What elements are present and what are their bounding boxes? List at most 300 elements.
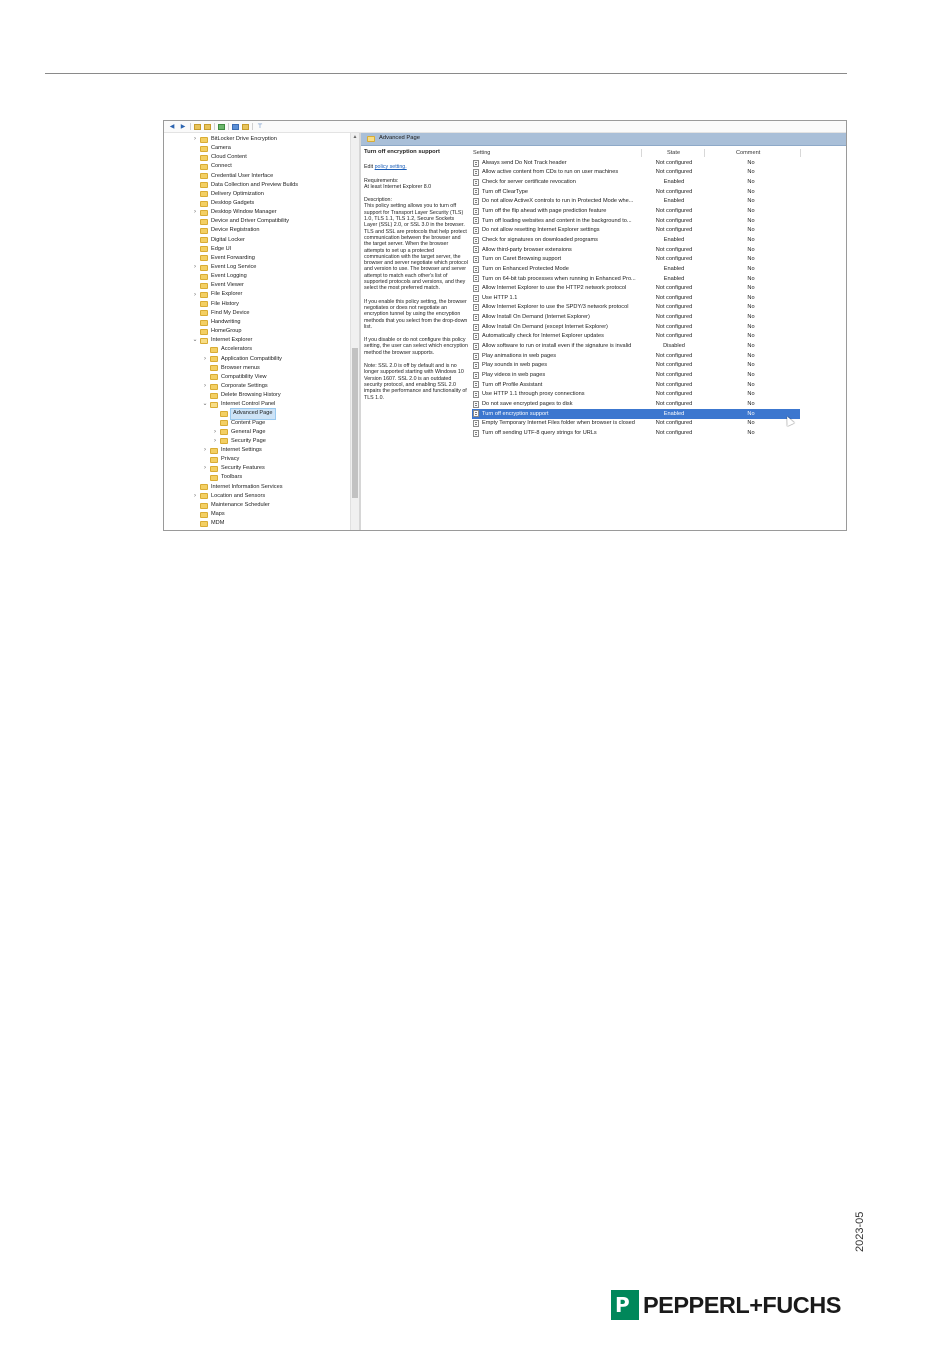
state-cell: Not configured <box>655 294 693 301</box>
state-cell: Not configured <box>655 217 693 224</box>
table-row[interactable] <box>472 323 800 333</box>
folder-icon <box>210 347 218 353</box>
tree-item[interactable] <box>192 208 277 217</box>
policy-setting-icon <box>473 217 479 224</box>
tree-scrollbar[interactable] <box>350 133 359 531</box>
state-cell: Enabled <box>663 265 685 272</box>
tree-item-label: Maps <box>211 511 225 518</box>
tree-item-label: Application Compatibility <box>221 355 282 362</box>
tree-item-label: Internet Explorer <box>211 337 253 344</box>
comment-cell: No <box>747 304 755 311</box>
policy-setting-icon <box>473 343 479 350</box>
tree-item-label: Device Registration <box>211 227 260 234</box>
chevron-right-icon[interactable]: › <box>214 428 216 435</box>
tree-item[interactable] <box>192 510 225 519</box>
tree-item[interactable] <box>202 446 262 455</box>
comment-cell: No <box>747 372 755 379</box>
scroll-up-icon[interactable]: ▲ <box>352 134 358 140</box>
folder-icon <box>200 191 208 197</box>
tree-item-label: Cloud Content <box>211 154 247 161</box>
table-row[interactable] <box>472 390 800 400</box>
chevron-right-icon[interactable]: › <box>204 383 206 390</box>
policy-setting-icon <box>473 420 479 427</box>
chevron-right-icon[interactable]: › <box>194 492 196 499</box>
tree-item-label: Internet Settings <box>221 447 262 454</box>
tree-item[interactable] <box>192 318 241 327</box>
state-cell: Not configured <box>655 372 693 379</box>
chevron-right-icon[interactable]: › <box>194 136 196 142</box>
folder-icon <box>210 475 218 481</box>
tree-item-label: Credential User Interface <box>211 172 274 179</box>
state-cell: Not configured <box>655 256 693 263</box>
setting-cell: Allow Internet Explorer to use the SPDY/3 network protocol <box>482 304 629 311</box>
tree-item[interactable] <box>192 172 273 181</box>
table-row[interactable] <box>472 236 800 246</box>
policy-setting-icon <box>473 304 479 311</box>
tree-item-label: Event Viewer <box>211 282 244 289</box>
folder-icon <box>200 155 208 161</box>
setting-cell: Turn off sending UTF-8 query strings for URLs <box>482 429 597 436</box>
tree-item-label: Toolbars <box>221 474 243 481</box>
description-label: Description: <box>364 197 392 204</box>
tree-item-label: Advanced Page <box>231 409 275 418</box>
folder-icon <box>200 182 208 188</box>
chevron-right-icon[interactable]: › <box>194 264 196 271</box>
toolbar-divider <box>190 123 191 130</box>
tree-item[interactable] <box>202 464 265 473</box>
policy-setting-icon <box>473 227 479 234</box>
tree-item-label: Event Log Service <box>211 264 257 271</box>
setting-cell: Allow active content from CDs to run on user machines <box>482 169 619 176</box>
setting-cell: Allow third-party browser extensions <box>482 246 572 253</box>
help-icon[interactable] <box>242 124 249 130</box>
tree-item[interactable] <box>192 227 260 236</box>
folder-icon <box>200 219 208 225</box>
tree-item[interactable] <box>192 162 232 171</box>
tree-item[interactable] <box>192 144 231 153</box>
policy-setting-icon <box>473 324 479 331</box>
tree-item-label: BitLocker Drive Encryption <box>211 135 277 142</box>
tree-item[interactable] <box>192 199 254 208</box>
table-row[interactable] <box>472 352 800 362</box>
column-divider[interactable] <box>800 149 801 157</box>
chevron-right-icon[interactable]: › <box>204 355 206 362</box>
chevron-right-icon[interactable]: › <box>214 437 216 444</box>
folder-icon <box>200 292 208 298</box>
table-row[interactable] <box>472 342 800 352</box>
setting-cell: Automatically check for Internet Explorer updates <box>482 333 604 340</box>
comment-cell: No <box>747 188 755 195</box>
table-row[interactable] <box>472 226 800 236</box>
table-row[interactable] <box>472 178 800 188</box>
setting-cell: Allow software to run or install even if the signature is invalid <box>482 343 632 350</box>
table-row[interactable] <box>472 159 800 169</box>
folder-icon <box>200 329 208 335</box>
tree-item[interactable] <box>192 309 250 318</box>
tree-item-label: Data Collection and Preview Builds <box>211 181 299 188</box>
folder-view-icon[interactable] <box>194 124 201 130</box>
tree-item[interactable] <box>192 501 270 510</box>
folder-icon <box>220 411 228 417</box>
setting-cell: Turn off Profile Assistant <box>482 381 543 388</box>
folder-icon <box>200 484 208 490</box>
folder-icon <box>200 521 208 527</box>
pane-header <box>361 133 847 146</box>
folder-icon <box>210 393 218 399</box>
tree-item-label: File History <box>211 300 239 307</box>
tree-item-label: Event Logging <box>211 273 247 280</box>
edit-line <box>364 164 468 170</box>
state-cell: Disabled <box>663 343 685 350</box>
folder-icon <box>200 210 208 216</box>
tree-item-label: Connect <box>211 163 232 170</box>
column-divider[interactable] <box>704 149 705 157</box>
comment-cell: No <box>747 169 755 176</box>
state-cell: Not configured <box>655 420 693 427</box>
state-cell: Not configured <box>655 207 693 214</box>
chevron-down-icon[interactable]: ⌄ <box>192 337 198 344</box>
tree-item[interactable] <box>202 373 267 382</box>
table-row[interactable] <box>472 380 800 390</box>
table-row[interactable] <box>472 207 800 217</box>
policy-setting-icon <box>473 160 479 167</box>
setting-cell: Turn off loading websites and content in the background to... <box>482 217 632 224</box>
state-cell: Not configured <box>655 362 693 369</box>
tree-item[interactable] <box>192 492 265 501</box>
tree-item-label: Security Page <box>231 437 266 444</box>
tree-item[interactable] <box>192 272 247 281</box>
state-cell: Not configured <box>655 188 693 195</box>
table-row[interactable] <box>472 245 800 255</box>
comment-cell: No <box>747 352 755 359</box>
tree-item[interactable] <box>192 300 239 309</box>
state-cell: Not configured <box>655 333 693 340</box>
state-cell: Not configured <box>655 314 693 321</box>
tree-item[interactable] <box>202 455 239 464</box>
comment-cell: No <box>747 236 755 243</box>
comment-cell: No <box>747 323 755 330</box>
table-row[interactable] <box>472 197 800 207</box>
tree-item[interactable] <box>192 291 242 300</box>
tree-item-label: Device and Driver Compatibility <box>211 218 290 225</box>
tree-item-label: Location and Sensors <box>211 492 266 499</box>
folder-icon <box>210 448 218 454</box>
chevron-right-icon[interactable]: › <box>204 447 206 454</box>
folder-icon <box>200 164 208 170</box>
tree-item-label: Privacy <box>221 456 240 463</box>
column-header-comment[interactable]: Comment <box>736 150 761 156</box>
state-cell: Not configured <box>655 227 693 234</box>
tree-item[interactable] <box>192 190 264 199</box>
column-header-state[interactable]: State <box>667 150 681 156</box>
policy-setting-icon <box>473 295 479 302</box>
brand-logo <box>611 1290 841 1320</box>
setting-cell: Allow Install On Demand (Internet Explorer) <box>482 314 590 321</box>
comment-cell: No <box>747 381 755 388</box>
folder-icon <box>200 274 208 280</box>
folder-icon <box>210 356 218 362</box>
tree-item[interactable] <box>192 483 283 492</box>
state-cell: Not configured <box>655 352 693 359</box>
tree-item[interactable] <box>202 474 242 483</box>
state-cell: Not configured <box>655 246 693 253</box>
tree-item-label: Camera <box>211 145 231 152</box>
policy-setting-icon <box>473 169 479 176</box>
tree-item[interactable] <box>192 519 224 528</box>
table-row[interactable] <box>472 303 800 313</box>
setting-cell: Use HTTP 1.1 <box>482 294 518 301</box>
state-cell: Not configured <box>655 381 693 388</box>
brand-name: PEPPERL+FUCHS <box>643 1291 841 1318</box>
policy-setting-icon <box>473 198 479 205</box>
setting-cell: Use HTTP 1.1 through proxy connections <box>482 391 585 398</box>
tree-item[interactable] <box>202 345 252 354</box>
description-p2: If you enable this policy setting, the browser negotiates or does not negotiate an encryption tunnel by using the encryption methods that you select from the drop-down list. <box>364 298 468 330</box>
folder-icon <box>200 137 208 143</box>
policy-setting-icon <box>473 266 479 273</box>
tree-item-label: Event Forwarding <box>211 254 255 261</box>
folder-icon <box>200 310 208 316</box>
tree-item-label: Compatibility View <box>221 373 267 380</box>
policy-setting-icon <box>473 246 479 253</box>
comment-cell: No <box>747 179 755 186</box>
policy-setting-icon <box>473 401 479 408</box>
setting-cell: Turn on 64-bit tab processes when running in Enhanced Pro... <box>482 275 636 282</box>
comment-cell: No <box>747 362 755 369</box>
chevron-right-icon[interactable]: › <box>204 465 206 472</box>
folder-icon <box>220 438 228 444</box>
chevron-right-icon[interactable]: › <box>194 291 196 298</box>
edit-prefix: Edit <box>364 164 375 171</box>
export-list-icon[interactable] <box>218 124 225 130</box>
description-text <box>364 197 468 291</box>
folder-icon <box>200 246 208 252</box>
folder-icon <box>200 237 208 243</box>
folder-icon <box>200 173 208 179</box>
requirements-value: At least Internet Explorer 8.0 <box>364 183 432 190</box>
comment-cell: No <box>747 391 755 398</box>
comment-cell: No <box>747 265 755 272</box>
comment-cell: No <box>747 343 755 350</box>
tree-item-label: Internet Control Panel <box>221 401 276 408</box>
policy-setting-icon <box>473 256 479 263</box>
chevron-right-icon[interactable]: › <box>194 209 196 216</box>
state-cell: Not configured <box>655 159 693 166</box>
setting-cell: Do not allow ActiveX controls to run in Protected Mode whe... <box>482 198 634 205</box>
state-cell: Enabled <box>663 275 685 282</box>
tree-item[interactable] <box>192 135 277 144</box>
requirements-label: Requirements: <box>364 177 399 184</box>
state-cell: Not configured <box>655 323 693 330</box>
folder-icon <box>367 136 375 142</box>
state-cell: Not configured <box>655 304 693 311</box>
tree-item-label: Find My Device <box>211 309 250 316</box>
header-rule <box>45 73 847 74</box>
state-cell: Not configured <box>655 429 693 436</box>
folder-icon <box>220 420 228 426</box>
table-row[interactable] <box>472 419 800 429</box>
setting-cell: Turn off encryption support <box>482 410 549 417</box>
tree-item[interactable] <box>202 364 260 373</box>
description-p3: If you disable or do not configure this policy setting, the user can select which encryption method the browser supports. <box>364 337 468 356</box>
setting-cell: Play animations in web pages <box>482 352 557 359</box>
state-cell: Enabled <box>663 198 685 205</box>
forward-arrow-icon[interactable]: ▶ <box>180 123 186 130</box>
table-row[interactable] <box>472 294 800 304</box>
folder-icon <box>200 301 208 307</box>
setting-cell: Always send Do Not Track header <box>482 159 567 166</box>
tree-item-label: Internet Information Services <box>211 483 283 490</box>
comment-cell: No <box>747 410 755 417</box>
show-hide-tree-icon[interactable] <box>204 124 211 130</box>
tree-item[interactable] <box>192 327 241 336</box>
tree-item[interactable] <box>192 153 247 162</box>
policy-setting-icon <box>473 410 479 417</box>
tree-item-label: File Explorer <box>211 291 243 298</box>
tree-item[interactable] <box>192 254 255 263</box>
setting-cell: Turn off the flip ahead with page prediction feature <box>482 207 607 214</box>
tree-item[interactable] <box>202 391 281 400</box>
policy-setting-icon <box>473 391 479 398</box>
policy-setting-icon <box>473 188 479 195</box>
table-row[interactable] <box>472 216 800 226</box>
pane-splitter[interactable] <box>359 133 361 531</box>
tree-item[interactable] <box>202 400 275 409</box>
folder-icon <box>210 466 218 472</box>
tree-item[interactable] <box>212 437 266 446</box>
setting-cell: Turn on Caret Browsing support <box>482 256 562 263</box>
folder-icon <box>200 255 208 261</box>
list-header <box>471 148 847 157</box>
tree-item-label: Browser menus <box>221 364 260 371</box>
table-row[interactable] <box>472 332 800 342</box>
folder-icon <box>210 384 218 390</box>
back-arrow-icon[interactable]: ◀ <box>169 123 175 130</box>
tree-item[interactable] <box>202 382 268 391</box>
folder-icon <box>200 320 208 326</box>
tree-item[interactable] <box>212 419 265 428</box>
tree-item-label: Digital Locker <box>211 236 245 243</box>
policy-setting-icon <box>473 314 479 321</box>
tree-item-label: Desktop Window Manager <box>211 209 277 216</box>
table-row[interactable] <box>472 255 800 265</box>
table-row[interactable] <box>472 361 800 371</box>
policy-heading: Turn off encryption support <box>364 149 440 155</box>
description-panel <box>364 149 468 529</box>
tree-item-label: Edge UI <box>211 245 232 252</box>
state-cell: Not configured <box>655 400 693 407</box>
table-row[interactable] <box>472 400 800 410</box>
folder-icon <box>210 374 218 380</box>
tree-item[interactable] <box>212 410 275 419</box>
comment-cell: No <box>747 285 755 292</box>
properties-icon[interactable] <box>232 124 239 130</box>
folder-icon <box>200 265 208 271</box>
toolbar-divider <box>214 123 215 130</box>
tree-item-label: Delivery Optimization <box>211 190 264 197</box>
edit-policy-link[interactable]: policy setting. <box>374 164 407 171</box>
filter-icon[interactable]: ⊤ <box>257 123 263 130</box>
table-row[interactable] <box>472 429 800 439</box>
tree-item[interactable] <box>192 181 298 190</box>
tree-item-label: Accelerators <box>221 346 253 353</box>
setting-cell: Check for server certificate revocation <box>482 179 576 186</box>
table-row[interactable] <box>472 409 800 419</box>
policy-setting-icon <box>473 381 479 388</box>
table-row[interactable] <box>472 168 800 178</box>
tree-item[interactable] <box>192 245 231 254</box>
tree-item-label: General Page <box>231 428 266 435</box>
tree-item-label: Desktop Gadgets <box>211 199 255 206</box>
comment-cell: No <box>747 275 755 282</box>
screenshot-frame <box>163 120 847 531</box>
tree-item[interactable] <box>192 281 244 290</box>
tree-item[interactable] <box>192 263 256 272</box>
table-row[interactable] <box>472 313 800 323</box>
setting-cell: Play videos in web pages <box>482 372 546 379</box>
comment-cell: No <box>747 207 755 214</box>
state-cell: Enabled <box>663 236 685 243</box>
comment-cell: No <box>747 429 755 436</box>
folder-icon <box>200 512 208 518</box>
tree-item-label: Security Features <box>221 465 265 472</box>
setting-cell: Turn on Enhanced Protected Mode <box>482 265 569 272</box>
setting-cell: Play sounds in web pages <box>482 362 547 369</box>
tree-item-label: Corporate Settings <box>221 382 268 389</box>
description-p1: This policy setting allows you to turn off support for Transport Layer Security (TLS) 1.0, TLS 1.1, TLS 1.2, Secure Sockets Layer (SSL) 2.0, or SSL 3.0 in the browser. TLS and SSL are protocols that help protect communication between the browser and the target server. When the browser attempts to set up a protected communication with the target server, the browser and server negotiate which protocol and version to use. The browser and server attempt to match each other's list of supported protocols and versions, and they select the most preferred match. <box>364 203 468 292</box>
folder-icon <box>200 338 208 344</box>
scrollbar-thumb[interactable] <box>352 348 358 498</box>
table-row[interactable] <box>472 187 800 197</box>
tree-item[interactable] <box>192 236 245 245</box>
pane-title: Advanced Page <box>379 135 420 142</box>
folder-icon <box>200 228 208 234</box>
comment-cell: No <box>747 246 755 253</box>
tree-item-label: Handwriting <box>211 318 241 325</box>
comment-cell: No <box>747 227 755 234</box>
comment-cell: No <box>747 400 755 407</box>
comment-cell: No <box>747 333 755 340</box>
table-row[interactable] <box>472 265 800 275</box>
table-row[interactable] <box>472 371 800 381</box>
policy-setting-icon <box>473 285 479 292</box>
setting-cell: Turn off ClearType <box>482 188 529 195</box>
policy-setting-icon <box>473 430 479 437</box>
policy-setting-icon <box>473 208 479 215</box>
column-header-setting[interactable]: Setting <box>473 150 491 156</box>
setting-cell: Check for signatures on downloaded programs <box>482 236 598 243</box>
tree-item[interactable] <box>192 336 252 345</box>
comment-cell: No <box>747 314 755 321</box>
tree-item[interactable] <box>202 355 282 364</box>
column-divider[interactable] <box>641 149 642 157</box>
table-row[interactable] <box>472 284 800 294</box>
policy-setting-icon <box>473 372 479 379</box>
tree-item[interactable] <box>192 217 289 226</box>
chevron-down-icon[interactable]: ⌄ <box>202 401 208 408</box>
tree-item-label: Maintenance Scheduler <box>211 501 270 508</box>
policy-setting-icon <box>473 362 479 369</box>
requirements <box>364 178 468 191</box>
table-row[interactable] <box>472 274 800 284</box>
policy-setting-icon <box>473 333 479 340</box>
setting-cell: Allow Install On Demand (except Internet Explorer) <box>482 323 608 330</box>
policy-setting-icon <box>473 237 479 244</box>
policy-setting-icon <box>473 353 479 360</box>
tree-item-label: HomeGroup <box>211 328 242 335</box>
comment-cell: No <box>747 420 755 427</box>
tree-item[interactable] <box>212 428 266 437</box>
